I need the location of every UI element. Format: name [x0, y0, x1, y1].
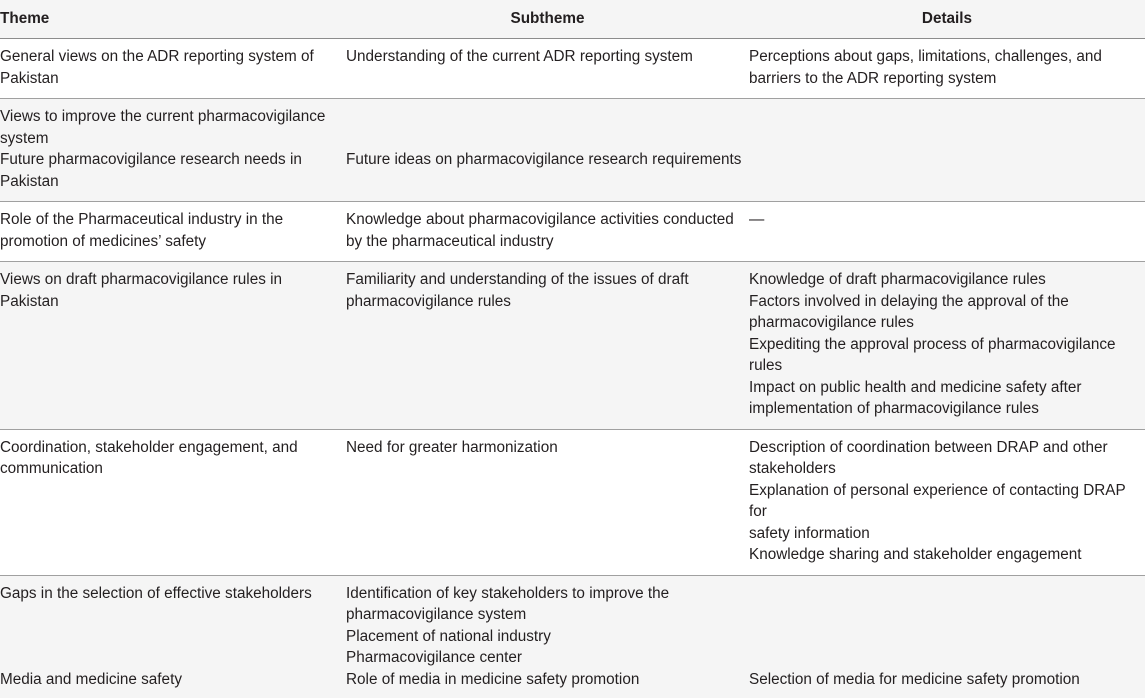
details-line: Knowledge of draft pharmacovigilance rules — [749, 269, 1145, 291]
theme-line: Role of the Pharmaceutical industry in the — [0, 209, 346, 231]
details-line: safety information — [749, 523, 1145, 545]
theme-line: Media and medicine safety — [0, 669, 346, 691]
theme-line: Pakistan — [0, 291, 346, 313]
theme-line: Pakistan — [0, 68, 346, 90]
theme-line: communication — [0, 458, 346, 480]
details-line: stakeholders — [749, 458, 1145, 480]
subtheme-cell — [346, 202, 749, 262]
theme-cell — [0, 39, 346, 99]
details-cell — [749, 99, 1145, 202]
subtheme-cell — [346, 429, 749, 575]
theme-cell — [0, 262, 346, 430]
subtheme-line — [346, 106, 749, 128]
details-cell — [749, 669, 1145, 698]
subtheme-line: pharmacovigilance rules — [346, 291, 749, 313]
details-line: implementation of pharmacovigilance rules — [749, 398, 1145, 420]
header-details: Details — [749, 0, 1145, 39]
theme-cell — [0, 202, 346, 262]
details-cell — [749, 262, 1145, 430]
subtheme-line — [346, 128, 749, 150]
table-row — [0, 39, 1145, 99]
details-line: Perceptions about gaps, limitations, challenges, and — [749, 46, 1145, 68]
table-row — [0, 99, 1145, 202]
details-line: Explanation of personal experience of contacting DRAP for — [749, 480, 1145, 523]
subtheme-cell — [346, 39, 749, 99]
details-line: Knowledge sharing and stakeholder engagement — [749, 544, 1145, 566]
subtheme-line: by the pharmaceutical industry — [346, 231, 749, 253]
details-line: Selection of media for medicine safety promotion — [749, 669, 1145, 691]
theme-cell — [0, 669, 346, 698]
details-cell — [749, 39, 1145, 99]
details-line: Factors involved in delaying the approval of the — [749, 291, 1145, 313]
theme-line: General views on the ADR reporting system of — [0, 46, 346, 68]
header-subtheme: Subtheme — [346, 0, 749, 39]
subtheme-line: Need for greater harmonization — [346, 437, 749, 459]
table-row — [0, 202, 1145, 262]
theme-line: Views to improve the current pharmacovigilance — [0, 106, 346, 128]
details-cell — [749, 202, 1145, 262]
theme-line: Pakistan — [0, 171, 346, 193]
subtheme-line: Pharmacovigilance center — [346, 647, 749, 669]
theme-line: Gaps in the selection of effective stakeholders — [0, 583, 346, 605]
details-cell — [749, 575, 1145, 669]
theme-line: Coordination, stakeholder engagement, and — [0, 437, 346, 459]
table-row — [0, 429, 1145, 575]
table-body — [0, 39, 1145, 698]
table-row — [0, 262, 1145, 430]
details-line: pharmacovigilance rules — [749, 312, 1145, 334]
table-header-row — [0, 0, 1145, 39]
details-line: Impact on public health and medicine safety after — [749, 377, 1145, 399]
theme-line: Views on draft pharmacovigilance rules in — [0, 269, 346, 291]
header-theme: Theme — [0, 0, 346, 39]
details-cell — [749, 429, 1145, 575]
subtheme-cell — [346, 575, 749, 669]
subtheme-line: Role of media in medicine safety promotion — [346, 669, 749, 691]
subtheme-cell — [346, 99, 749, 202]
table-row — [0, 669, 1145, 698]
details-line: Description of coordination between DRAP and other — [749, 437, 1145, 459]
subtheme-line: Understanding of the current ADR reporting system — [346, 46, 749, 68]
subtheme-cell — [346, 262, 749, 430]
details-line: Expediting the approval process of pharmacovigilance rules — [749, 334, 1145, 377]
subtheme-line: Identification of key stakeholders to improve the — [346, 583, 749, 605]
theme-line: promotion of medicines’ safety — [0, 231, 346, 253]
subtheme-line: pharmacovigilance system — [346, 604, 749, 626]
subtheme-line: Placement of national industry — [346, 626, 749, 648]
subtheme-cell — [346, 669, 749, 698]
subtheme-line: Future ideas on pharmacovigilance research requirements — [346, 149, 749, 171]
theme-line: system — [0, 128, 346, 150]
subtheme-line: Knowledge about pharmacovigilance activities conducted — [346, 209, 749, 231]
subtheme-line: Familiarity and understanding of the issues of draft — [346, 269, 749, 291]
theme-cell — [0, 99, 346, 202]
theme-cell — [0, 575, 346, 669]
theme-cell — [0, 429, 346, 575]
details-line: barriers to the ADR reporting system — [749, 68, 1145, 90]
theme-line: Future pharmacovigilance research needs in — [0, 149, 346, 171]
details-line: — — [749, 209, 1145, 231]
table-row — [0, 575, 1145, 669]
